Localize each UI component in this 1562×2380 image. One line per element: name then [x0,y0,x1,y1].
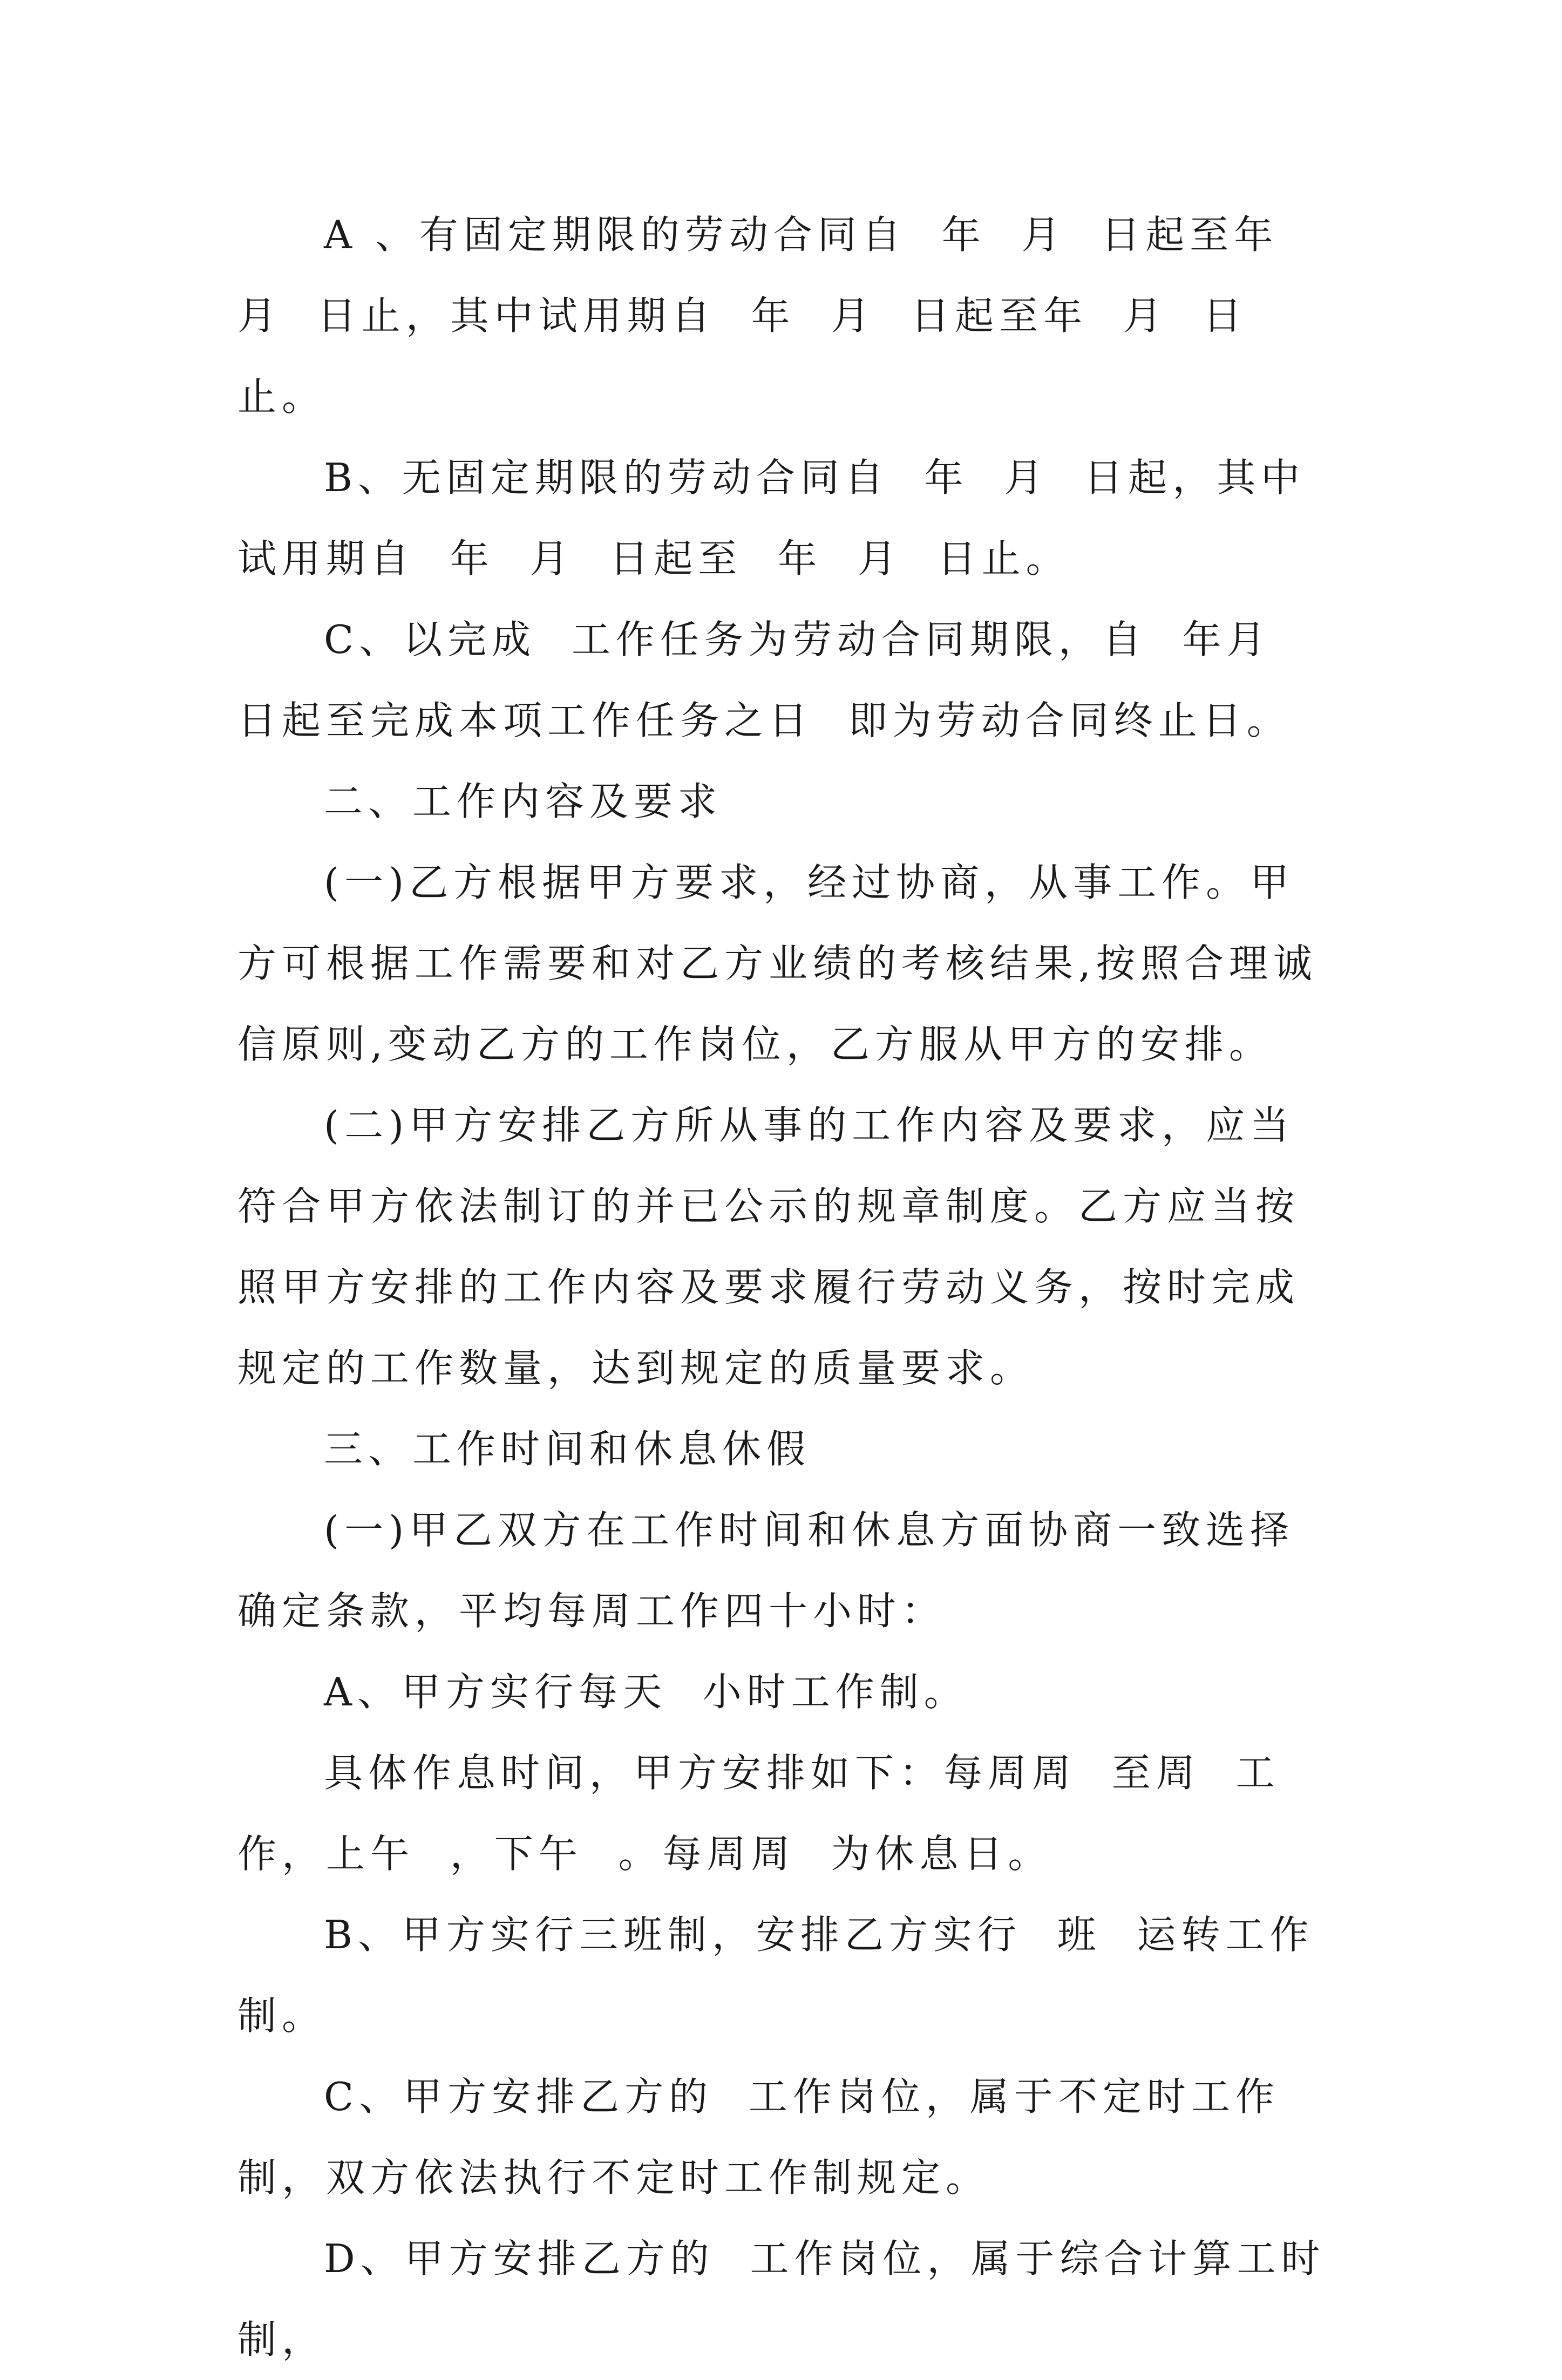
paragraph-work-content-2: (二)甲方安排乙方所从事的工作内容及要求，应当符合甲方依法制订的并已公示的规章制度。乙方应当按照甲方安排的工作内容及要求履行劳动义务，按时完成规定的工作数量，达到规定的质量要求。 [237,1103,1300,1391]
contract-body [237,194,1341,2380]
section-heading-working-hours: 三、工作时间和休息休假 [324,1426,811,1472]
paragraph-schedule-details: 具体作息时间，甲方安排如下：每周周 至周 工作，上午 ，下午 。每周周 为休息日。 [237,1750,1280,1876]
paragraph-flexible-hours-system: C、甲方安排乙方的 工作岗位，属于不定时工作制，双方依法执行不定时工作制规定。 [237,2074,1280,2200]
paragraph-fixed-term-contract: A 、有固定期限的劳动合同自 年 月 日起至年 月 日止，其中试用期自 年 月 日起至年 月 日止。 [237,212,1314,419]
paragraph-task-based-contract: C、以完成 工作任务为劳动合同期限，自 年月 日起至完成本项工作任务之日 即为劳动合同终止日。 [237,617,1307,743]
paragraph-daily-hours-system: A、甲方实行每天 小时工作制。 [324,1669,968,1715]
paragraph-comprehensive-hours-system: D、甲方安排乙方的 工作岗位，属于综合计算工时制， [237,2236,1326,2362]
paragraph-work-content-1: (一)乙方根据甲方要求，经过协商，从事工作。甲方可根据工作需要和对乙方业绩的考核结果,按照合理诚信原则,变动乙方的工作岗位，乙方服从甲方的安排。 [237,860,1317,1067]
paragraph-open-ended-contract: B、无固定期限的劳动合同自 年 月 日起，其中 试用期自 年 月 日起至 年 月 日止。 [237,455,1341,581]
paragraph-three-shift-system: B、甲方实行三班制，安排乙方实行 班 运转工作制。 [237,1912,1314,2038]
section-heading-work-content: 二、工作内容及要求 [324,779,723,824]
paragraph-working-hours-1: (一)甲乙双方在工作时间和休息方面协商一致选择确定条款，平均每周工作四十小时： [237,1507,1295,1634]
